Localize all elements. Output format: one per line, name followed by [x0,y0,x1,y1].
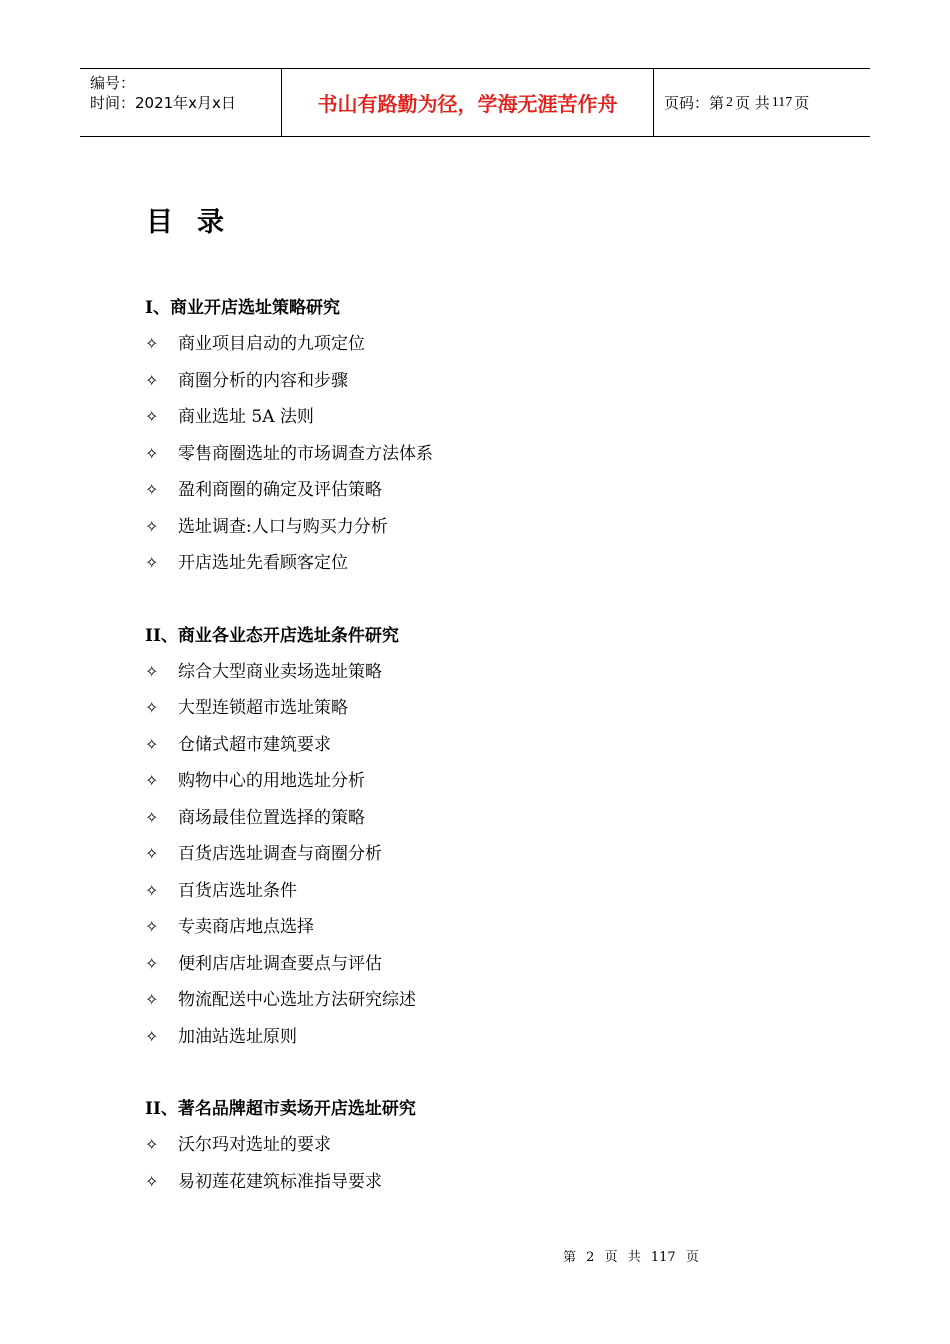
sparkle-bullet-icon: ✧ [145,917,159,936]
toc-item-text: 零售商圈选址的市场调查方法体系 [178,443,433,464]
toc-item-text: 物流配送中心选址方法研究综述 [178,990,416,1010]
header-page-total: 117 [771,94,793,110]
toc-item [145,836,845,873]
toc-item [145,690,845,727]
header-time-label: 时间：2021年x月x日 [90,94,236,112]
toc-item-text: 盈利商圈的确定及评估策略 [178,480,382,500]
header-page-suffix: 页 [794,94,810,112]
toc-item [145,509,845,546]
toc-item-text: 商业项目启动的九项定位 [178,334,365,354]
header-number-label: 编号： [90,74,136,92]
toc-item-text: 专卖商店地点选择 [178,917,314,937]
sparkle-bullet-icon: ✧ [145,553,159,572]
toc-item-text: 百货店选址条件 [178,880,297,901]
toc-item [145,399,845,436]
sparkle-bullet-icon: ✧ [145,844,159,863]
header-meta [80,69,282,136]
toc-item-text: 商圈分析的内容和步骤 [178,370,348,391]
toc-item [145,763,845,800]
sparkle-bullet-icon: ✧ [145,1026,159,1046]
header-page-prefix: 页码：第 [664,94,725,112]
toc-item [145,946,845,983]
toc-item [145,1127,845,1164]
sparkle-bullet-icon: ✧ [145,443,159,463]
toc-item [145,1164,845,1201]
toc-item [145,654,845,691]
sparkle-bullet-icon: ✧ [145,807,159,827]
header-page-mid: 页 共 [735,94,770,112]
sparkle-bullet-icon: ✧ [145,407,159,426]
toc-item [145,982,845,1019]
toc-item [145,873,845,910]
toc-item [145,436,845,473]
toc-section [145,1091,845,1200]
toc-item [145,909,845,946]
header-page-info [654,69,870,136]
sparkle-bullet-icon: ✧ [145,880,159,900]
toc-section-heading: II、商业各业态开店选址条件研究 [145,625,399,646]
toc-section-heading: I、商业开店选址策略研究 [145,298,340,318]
sparkle-bullet-icon: ✧ [145,516,159,536]
footer-mid2: 共 [627,1250,641,1265]
toc-item-text: 综合大型商业卖场选址策略 [178,661,382,682]
toc-item-text: 便利店店址调查要点与评估 [178,953,382,974]
toc-item-text: 百货店选址调查与商圈分析 [178,844,382,864]
header-page-current: 2 [726,94,734,110]
footer-total: 117 [650,1250,676,1265]
table-of-contents [145,290,845,1236]
toc-item [145,800,845,837]
sparkle-bullet-icon: ✧ [145,1135,159,1154]
footer-current: 2 [586,1250,595,1265]
sparkle-bullet-icon: ✧ [145,480,159,499]
sparkle-bullet-icon: ✧ [145,953,159,973]
toc-item [145,727,845,764]
toc-item-text: 商业选址 5A 法则 [178,407,314,427]
sparkle-bullet-icon: ✧ [145,370,159,390]
sparkle-bullet-icon: ✧ [145,771,159,790]
toc-section [145,290,845,582]
sparkle-bullet-icon: ✧ [145,661,159,681]
toc-item-text: 商场最佳位置选择的策略 [178,807,365,828]
footer-suffix: 页 [685,1250,699,1265]
sparkle-bullet-icon: ✧ [145,698,159,717]
toc-item [145,545,845,582]
sparkle-bullet-icon: ✧ [145,990,159,1009]
toc-section-heading: II、著名品牌超市卖场开店选址研究 [145,1099,416,1119]
sparkle-bullet-icon: ✧ [145,1171,159,1191]
footer-prefix: 第 [563,1250,577,1265]
toc-item-text: 大型连锁超市选址策略 [178,698,348,718]
toc-item-text: 沃尔玛对选址的要求 [178,1135,331,1155]
toc-item [145,363,845,400]
toc-item [145,472,845,509]
sparkle-bullet-icon: ✧ [145,734,159,754]
toc-section [145,618,845,1056]
toc-item-text: 开店选址先看顾客定位 [178,553,348,573]
toc-item-text: 仓储式超市建筑要求 [178,734,331,755]
toc-item [145,1019,845,1056]
sparkle-bullet-icon: ✧ [145,334,159,353]
toc-item-text: 加油站选址原则 [178,1026,297,1047]
footer-mid1: 页 [604,1250,618,1265]
toc-item [145,326,845,363]
page-title: 目录 [146,207,248,238]
toc-item-text: 易初莲花建筑标准指导要求 [178,1171,382,1192]
toc-item-text: 购物中心的用地选址分析 [178,771,365,791]
toc-item-text: 选址调查:人口与购买力分析 [178,516,388,537]
header-motto: 书山有路勤为径，学海无涯苦作舟 [282,69,654,136]
page-header [80,68,870,137]
